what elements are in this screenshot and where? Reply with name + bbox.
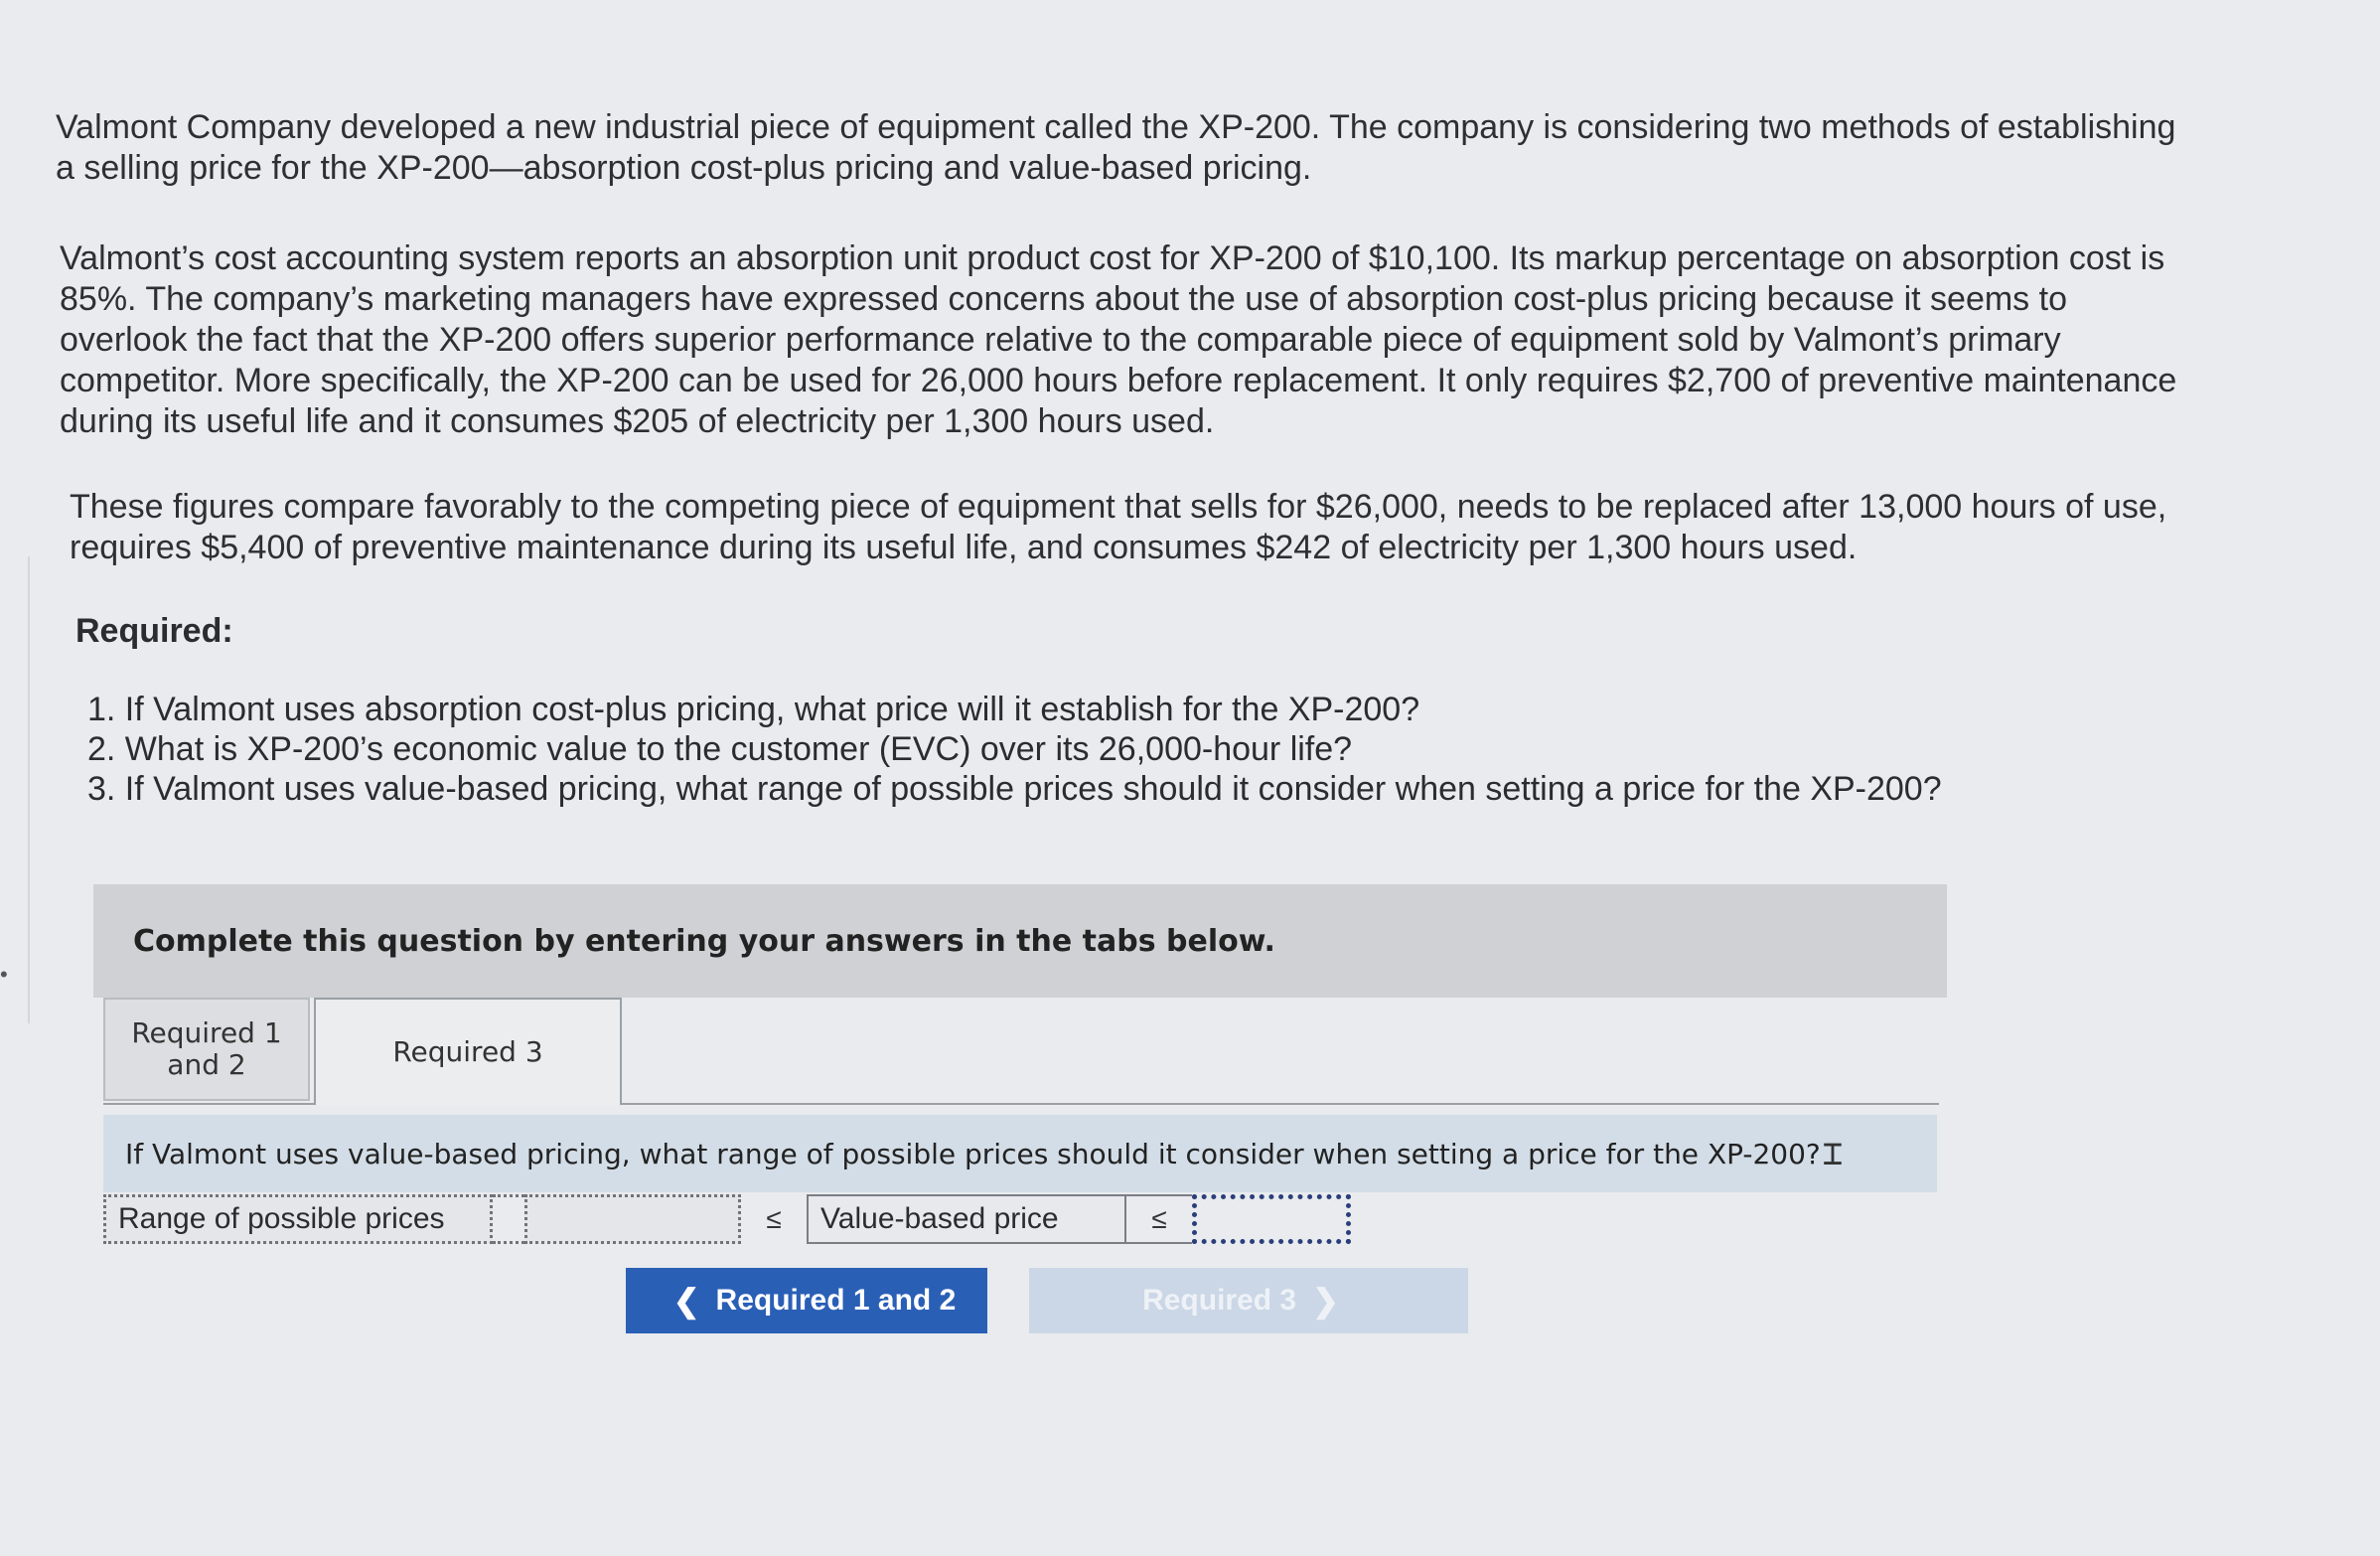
next-required-button[interactable] <box>1029 1268 1468 1333</box>
next-button-label: Required 3 <box>1142 1284 1297 1317</box>
requirement-item: 2. What is XP-200’s economic value to the customer (EVC) over its 26,000-hour life? <box>87 730 1353 768</box>
range-label: Range of possible prices <box>103 1194 493 1244</box>
requirement-item: 1. If Valmont uses absorption cost-plus pricing, what price will it establish for the XP-200? <box>87 691 1420 728</box>
tab-label: Required 1 and 2 <box>131 1016 282 1081</box>
tab-required-3[interactable] <box>314 998 622 1105</box>
requirements-list <box>87 690 1942 809</box>
instructions-banner <box>93 884 1947 998</box>
value-based-price-label: Value-based price <box>807 1194 1126 1244</box>
required-heading: Required: <box>75 612 233 650</box>
question-text: If Valmont uses value-based pricing, what range of possible prices should it consider when setting a price for the XP-200? <box>125 1137 1821 1170</box>
instructions-text: Complete this question by entering your answers in the tabs below. <box>133 923 1275 959</box>
prev-button-label: Required 1 and 2 <box>715 1284 957 1317</box>
lower-price-input[interactable] <box>524 1194 741 1244</box>
less-equal-symbol: ≤ <box>1126 1194 1192 1244</box>
problem-paragraph-2: Valmont’s cost accounting system reports an absorption unit product cost for XP-200 of $10,100. Its markup percentage on absorption cost is 85%. The company’s marketing managers have expressed concerns about the use of absorption cost-plus pricing because it seems to overlook the fact that the XP-200 offers superior performance relative to the comparable piece of equipment sold by Valmont’s primary competitor. More specifically, the XP-200 can be used for 26,000 hours before replacement. It only requires $2,700 of preventive maintenance during its useful life and it consumes $205 of electricity per 1,300 hours used. <box>60 239 2177 440</box>
chevron-right-icon: ❯ <box>1312 1283 1339 1319</box>
answer-tabs <box>103 998 1939 1105</box>
less-equal-symbol: ≤ <box>766 1203 782 1234</box>
left-edge-divider <box>0 556 30 1023</box>
upper-price-input[interactable] <box>1192 1194 1351 1244</box>
problem-paragraph-1: Valmont Company developed a new industrial piece of equipment called the XP-200. The company is considering two methods of establishing a selling price for the XP-200—absorption cost-plus pricing and value-based pricing. <box>56 108 2176 187</box>
question-bar <box>103 1115 1937 1192</box>
row-separator <box>493 1194 524 1244</box>
problem-paragraph-3: These figures compare favorably to the competing piece of equipment that sells for $26,000, needs to be replaced after 13,000 hours of use, requires $5,400 of preventive maintenance during its useful life, and consumes $242 of electricity per 1,300 hours used. <box>70 488 2167 566</box>
requirement-item: 3. If Valmont uses value-based pricing, what range of possible prices should it consider when setting a price for the XP-200? <box>87 770 1942 808</box>
prev-required-button[interactable] <box>626 1268 987 1333</box>
chevron-left-icon: ❮ <box>672 1283 700 1319</box>
tab-required-1-and-2[interactable] <box>103 998 310 1101</box>
answer-row <box>103 1194 1250 1246</box>
tab-label: Required 3 <box>392 1035 543 1068</box>
side-marker-icon: • <box>0 962 8 987</box>
text-cursor-icon: ⌶ <box>1822 1134 1844 1173</box>
